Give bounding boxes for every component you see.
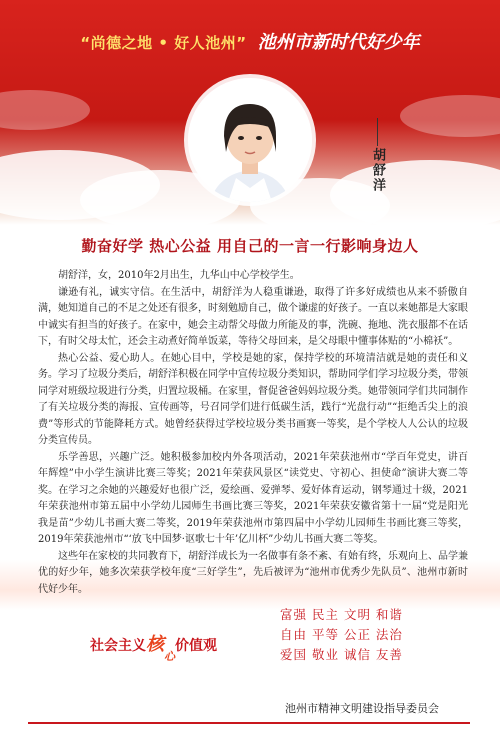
core-values-row: 爱国 敬业 诚信 友善 xyxy=(280,647,403,662)
name-divider xyxy=(377,118,378,146)
core-values-row: 自由 平等 公正 法治 xyxy=(280,627,403,642)
top-banner xyxy=(0,28,500,54)
bio-paragraph: 热心公益、爱心助人。在她心目中，学校是她的家，保持学校的环境清洁就是她的责任和义务。学习了垃圾分类后，胡舒洋积极在同学中宣传垃圾分类知识，帮助同学们学习垃圾分类，带领同学对班级垃圾进行分类，归置垃圾桶。在家里，督促爸爸妈妈垃圾分类。她带领同学们共同制作了有关垃圾分类的海报、宣传画等，号召同学们进行低碳生活，践行“光盘行动”“拒绝舌尖上的浪费”等形式的节能降耗方式。她曾经获得过学校垃圾分类书画赛一等奖，是个学校人人公认的垃圾分类宣传员。 xyxy=(38,352,468,446)
core-values-row: 富强 民主 文明 和谐 xyxy=(280,607,403,622)
core-values-logo-b: 价值观 xyxy=(175,638,217,654)
bio-paragraph: 这些年在家校的共同教育下，胡舒洋成长为一名做事有条不紊、有始有终，乐观向上、品学兼优的好少年，她多次荣获学校年度“三好学生”，先后被评为“池州市优秀少先队员”、池州市新时代好少年。 xyxy=(38,550,468,595)
bio-paragraph: 胡舒洋，女，2010年2月出生，九华山中心学校学生。 xyxy=(58,270,300,281)
core-values-logo xyxy=(90,630,217,664)
student-name: 胡舒洋 xyxy=(370,148,385,193)
core-values-list xyxy=(280,605,403,665)
profile-photo xyxy=(188,78,312,202)
portrait-illustration xyxy=(188,78,312,202)
core-values-block xyxy=(0,605,500,685)
bottom-divider xyxy=(28,722,470,724)
core-values-logo-a: 社会主义 xyxy=(90,638,146,654)
bio-paragraph: 乐学善思，兴趣广泛。她积极参加校内外各项活动，2021年荣获池州市“学百年党史，讲百年辉煌”中小学生演讲比赛三等奖；2021年荣获风景区“读党史、守初心、担使命”演讲大赛二等奖。在学习之余她的兴趣爱好也很广泛，爱绘画、爱弹琴、爱好体育运动，钢琴通过十级，2021年荣获池州市第五届中小学幼儿园师生书画比赛三等奖，2021年荣获安徽省第十一届“党是阳光我是苗”少幼儿书画大赛二等奖，2019年荣获池州市第四届中小学幼儿园师生书画比赛三等奖，2019年荣获池州市“‘放飞中国梦·讴歌七十年’亿川杯”少幼儿书画大赛二等奖。 xyxy=(38,451,468,545)
core-values-logo-he: 核 xyxy=(146,634,164,655)
slogan-text: “尚德之地 • 好人池州” xyxy=(80,34,247,52)
cloud-left-faint xyxy=(0,90,90,130)
name-label xyxy=(368,118,388,193)
sponsor-text: 池州市精神文明建设指导委员会 xyxy=(285,702,439,715)
core-values-logo-xin: 心 xyxy=(164,650,175,663)
biography xyxy=(38,268,468,598)
series-title: 池州市新时代好少年 xyxy=(257,32,420,53)
headline: 勤奋好学 热心公益 用自己的一言一行影响身边人 xyxy=(81,237,419,255)
bio-paragraph: 谦逊有礼，诚实守信。在生活中，胡舒洋为人稳重谦逊，取得了许多好成绩也从来不骄傲自满，她知道自己的不足之处还有很多，时刻勉励自己，做个谦虚的好孩子。一直以来她都是大家眼中诚实有担当的好孩子。在家中，她会主动帮父母做力所能及的事，洗碗、拖地、洗衣服都不在话下，有时父母太忙，还会主动煮好简单饭菜，等待父母回来，是父母眼中懂事体贴的“小棉袄”。 xyxy=(38,286,468,347)
cloud-right-faint xyxy=(400,95,500,137)
